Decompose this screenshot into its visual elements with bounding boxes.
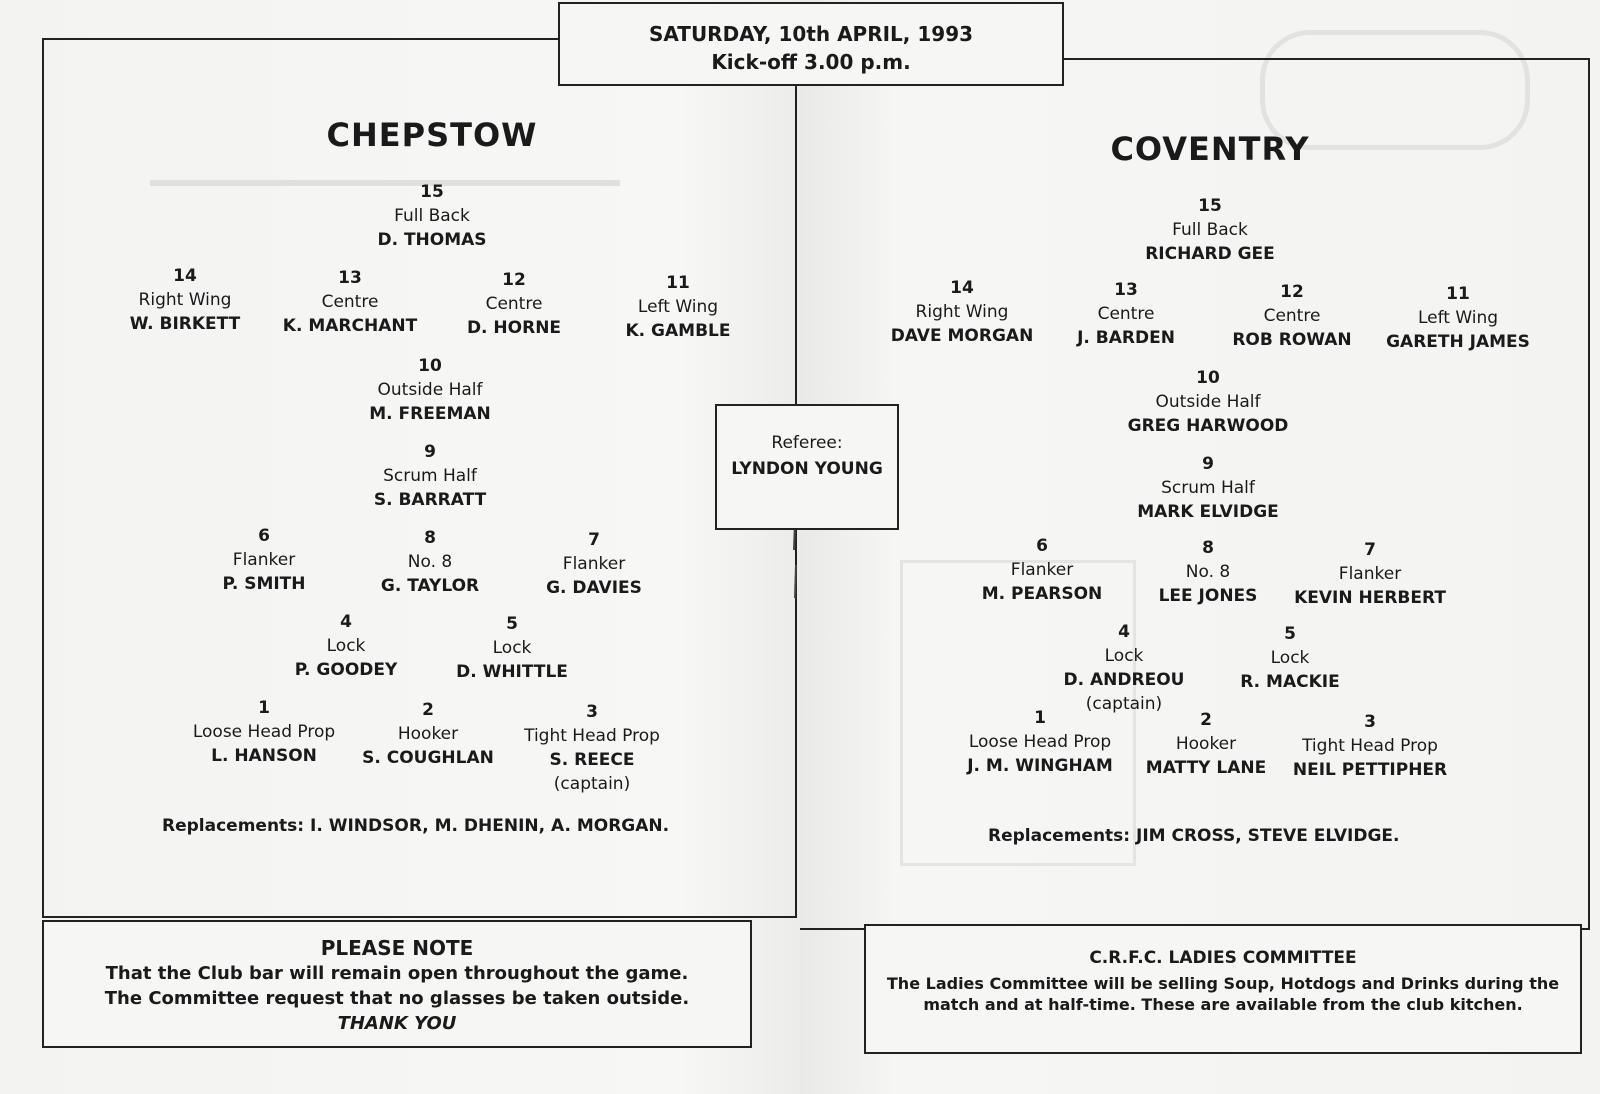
player-number: 7 — [1364, 540, 1376, 560]
player-position: Lock — [1270, 648, 1310, 668]
player-position: Full Back — [394, 206, 470, 226]
player-number: 10 — [1196, 368, 1220, 388]
page-fold-mark — [792, 520, 798, 600]
player-position: Flanker — [232, 550, 296, 570]
player-number: 9 — [1202, 454, 1214, 474]
player-position: Centre — [485, 294, 543, 314]
player-position: Lock — [492, 638, 532, 658]
thank-you-text: THANK YOU — [337, 1013, 457, 1034]
player-number: 12 — [1280, 282, 1304, 302]
player-name: LEE JONES — [1158, 586, 1258, 606]
chepstow-player — [130, 264, 240, 336]
player-number: 15 — [1198, 196, 1222, 216]
coventry-player — [1240, 622, 1339, 694]
please-note-line: That the Club bar will remain open throughout the game. — [105, 963, 689, 984]
player-position: Loose Head Prop — [192, 722, 336, 742]
player-number: 11 — [1446, 284, 1470, 304]
player-position: Lock — [326, 636, 366, 656]
player-number: 1 — [258, 698, 270, 718]
chepstow-player — [369, 354, 491, 426]
player-name: D. THOMAS — [377, 230, 487, 250]
chepstow-player — [374, 440, 486, 512]
player-number: 14 — [950, 278, 974, 298]
player-name: W. BIRKETT — [129, 314, 241, 334]
player-number: 7 — [588, 530, 600, 550]
captain-note: (captain) — [1085, 694, 1163, 714]
player-position: Tight Head Prop — [524, 726, 660, 746]
chepstow-player — [546, 528, 642, 600]
player-name: S. REECE — [549, 750, 635, 770]
player-number: 6 — [1036, 536, 1048, 556]
ladies-committee-body: The Ladies Committee will be selling Soup, Hotdogs and Drinks during the match and at half-time. These are available from the club kitchen. — [886, 974, 1560, 1014]
player-position: Flanker — [1338, 564, 1402, 584]
referee-label: Referee: — [771, 433, 843, 453]
chepstow-player — [456, 612, 568, 684]
chepstow-replacements: Replacements: I. WINDSOR, M. DHENIN, A. MORGAN. — [162, 816, 670, 836]
chepstow-player — [377, 180, 486, 252]
player-position: Flanker — [1010, 560, 1074, 580]
player-position: Centre — [1097, 304, 1155, 324]
chepstow-title: CHEPSTOW — [326, 116, 538, 154]
player-position: No. 8 — [1185, 562, 1231, 582]
captain-note: (captain) — [553, 774, 631, 794]
player-number: 5 — [506, 614, 518, 634]
player-number: 2 — [1200, 710, 1212, 730]
match-date-box — [558, 2, 1064, 86]
player-name: DAVE MORGAN — [890, 326, 1034, 346]
player-position: Right Wing — [915, 302, 1009, 322]
coventry-player — [891, 276, 1034, 348]
please-note-title: PLEASE NOTE — [320, 936, 474, 960]
player-position: Flanker — [562, 554, 626, 574]
player-number: 12 — [502, 270, 526, 290]
chepstow-player — [222, 524, 305, 596]
player-name: MARK ELVIDGE — [1137, 502, 1279, 522]
player-name: P. GOODEY — [294, 660, 398, 680]
coventry-player — [1386, 282, 1530, 354]
chepstow-player — [381, 526, 479, 598]
player-number: 6 — [258, 526, 270, 546]
player-name: P. SMITH — [222, 574, 306, 594]
player-number: 9 — [424, 442, 436, 462]
player-name: ROB ROWAN — [1232, 330, 1352, 350]
player-number: 8 — [1202, 538, 1214, 558]
coventry-player — [1137, 452, 1279, 524]
player-name: S. COUGHLAN — [362, 748, 494, 768]
player-number: 8 — [424, 528, 436, 548]
chepstow-player — [283, 266, 417, 338]
player-name: M. FREEMAN — [369, 404, 491, 424]
player-number: 13 — [338, 268, 362, 288]
coventry-player — [1294, 538, 1446, 610]
chepstow-player — [467, 268, 561, 340]
player-position: Scrum Half — [383, 466, 477, 486]
player-position: Loose Head Prop — [968, 732, 1112, 752]
player-position: Hooker — [397, 724, 459, 744]
player-position: Left Wing — [637, 297, 719, 317]
coventry-player — [982, 534, 1103, 606]
player-number: 4 — [1118, 622, 1130, 642]
coventry-player — [1077, 278, 1175, 350]
player-name: NEIL PETTIPHER — [1292, 760, 1448, 780]
player-name: K. GAMBLE — [625, 321, 731, 341]
match-date: SATURDAY, 10th APRIL, 1993 — [648, 22, 974, 46]
player-position: Hooker — [1175, 734, 1237, 754]
player-name: J. M. WINGHAM — [967, 756, 1113, 776]
player-name: G. TAYLOR — [380, 576, 480, 596]
coventry-player — [1293, 710, 1447, 782]
player-name: KEVIN HERBERT — [1294, 588, 1446, 608]
player-name: D. WHITTLE — [456, 662, 568, 682]
please-note-box — [42, 920, 752, 1048]
player-position: Full Back — [1172, 220, 1248, 240]
player-number: 11 — [666, 273, 690, 293]
chepstow-player — [295, 610, 398, 682]
player-name: RICHARD GEE — [1145, 244, 1275, 264]
coventry-player — [1232, 280, 1351, 352]
player-number: 14 — [173, 266, 197, 286]
player-number: 10 — [418, 356, 442, 376]
player-name: M. PEARSON — [981, 584, 1103, 604]
player-position: Centre — [321, 292, 379, 312]
player-position: Outside Half — [377, 380, 483, 400]
player-name: R. MACKIE — [1240, 672, 1340, 692]
chepstow-player — [362, 698, 494, 770]
player-name: S. BARRATT — [373, 490, 487, 510]
chepstow-player — [193, 696, 335, 768]
player-number: 1 — [1034, 708, 1046, 728]
player-position: Left Wing — [1417, 308, 1499, 328]
player-name: D. ANDREOU — [1063, 670, 1185, 690]
coventry-player — [967, 706, 1113, 778]
player-position: Tight Head Prop — [1302, 736, 1438, 756]
chepstow-player — [626, 271, 731, 343]
player-name: K. MARCHANT — [282, 316, 418, 336]
player-position: No. 8 — [407, 552, 453, 572]
coventry-player — [1159, 536, 1258, 608]
player-position: Scrum Half — [1161, 478, 1255, 498]
player-position: Outside Half — [1155, 392, 1261, 412]
player-name: D. HORNE — [466, 318, 562, 338]
player-number: 3 — [1364, 712, 1376, 732]
player-name: J. BARDEN — [1077, 328, 1175, 348]
player-name: GREG HARWOOD — [1127, 416, 1289, 436]
player-position: Centre — [1263, 306, 1321, 326]
coventry-player — [1146, 708, 1266, 780]
ladies-committee-box — [864, 924, 1582, 1054]
chepstow-player — [524, 700, 660, 796]
player-number: 3 — [586, 702, 598, 722]
player-number: 5 — [1284, 624, 1296, 644]
player-name: GARETH JAMES — [1386, 332, 1530, 352]
referee-box — [715, 404, 899, 530]
player-number: 15 — [420, 182, 444, 202]
ladies-committee-title: C.R.F.C. LADIES COMMITTEE — [1089, 948, 1357, 968]
coventry-player — [1145, 194, 1275, 266]
player-number: 13 — [1114, 280, 1138, 300]
coventry-player — [1128, 366, 1289, 438]
player-name: G. DAVIES — [546, 578, 642, 598]
coventry-title: COVENTRY — [1110, 130, 1310, 168]
referee-name: LYNDON YOUNG — [731, 459, 883, 479]
coventry-player — [1064, 620, 1185, 716]
kickoff-time: Kick-off 3.00 p.m. — [711, 50, 911, 74]
player-position: Right Wing — [138, 290, 232, 310]
please-note-line: The Committee request that no glasses be taken outside. — [104, 988, 690, 1009]
player-number: 4 — [340, 612, 352, 632]
player-name: MATTY LANE — [1145, 758, 1267, 778]
player-name: L. HANSON — [211, 746, 317, 766]
player-number: 2 — [422, 700, 434, 720]
coventry-replacements: Replacements: JIM CROSS, STEVE ELVIDGE. — [988, 826, 1400, 846]
player-position: Lock — [1104, 646, 1144, 666]
